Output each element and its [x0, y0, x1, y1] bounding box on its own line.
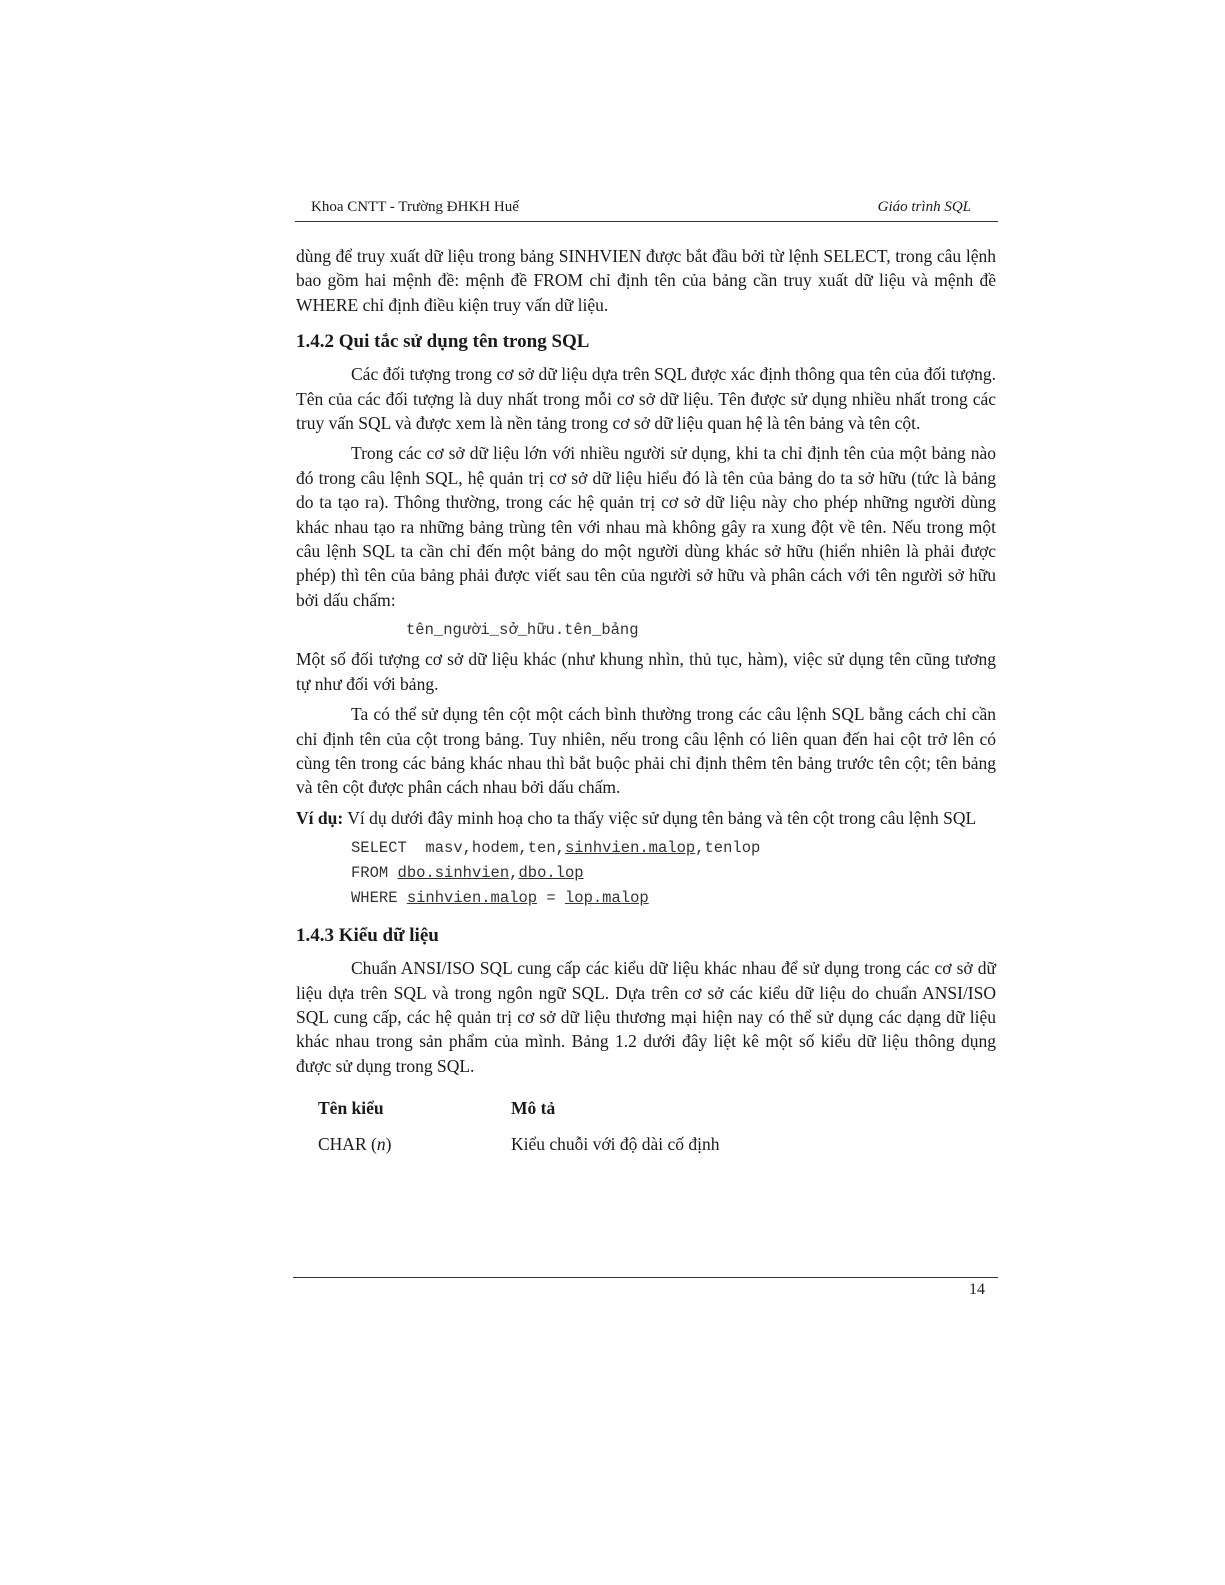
code-where-operator: =: [537, 889, 565, 908]
owner-table-name-syntax: tên_người_sở_hữu.tên_bảng: [406, 621, 639, 640]
table-header-row: [318, 1096, 720, 1132]
table-row: [318, 1132, 720, 1156]
code-from-separator: ,: [509, 864, 519, 883]
paragraph-object-names: Các đối tượng trong cơ sở dữ liệu dựa trên SQL được xác định thông qua tên của đối tượng. Tên của các đối tượng là duy nhất trong mỗi cơ sở dữ liệu. Tên được sử dụng nhiều nhất trong các truy vấn SQL và được xem là nền tảng trong cơ sở dữ liệu quan hệ là tên bảng và tên cột.: [296, 364, 996, 434]
paragraph-data-types: Chuẩn ANSI/ISO SQL cung cấp các kiểu dữ liệu khác nhau để sử dụng trong các cơ sở dữ liệu dựa trên SQL và trong ngôn ngữ SQL. Dựa trên cơ sở các kiểu dữ liệu do chuẩn ANSI/ISO SQL cung cấp, các hệ quản trị cơ sở dữ liệu thương mại hiện nay có thể sử dụng các dạng dữ liệu khác nhau trong sản phẩm của mình. Bảng 1.2 dưới đây liệt kê một số kiểu dữ liệu thông dụng được sử dụng trong SQL.: [296, 958, 996, 1076]
type-close: ): [385, 1134, 392, 1155]
code-qualified-column: sinhvien.malop: [564, 839, 696, 858]
code-from-table-2: dbo.lop: [518, 864, 584, 883]
paragraph-continuation: dùng để truy xuất dữ liệu trong bảng SINHVIEN được bắt đầu bởi từ lệnh SELECT, trong câu lệnh bao gồm hai mệnh đề: mệnh đề FROM chỉ định tên của bảng cần truy xuất dữ liệu và mệnh đề WHERE chỉ định điều kiện truy vấn dữ liệu.: [296, 246, 996, 315]
table-cell-description: Kiểu chuỗi với độ dài cố định: [511, 1134, 720, 1155]
table-header-description: Mô tả: [511, 1098, 556, 1119]
section-heading-1-4-3: 1.4.3 Kiểu dữ liệu: [296, 925, 439, 947]
data-type-table: [318, 1096, 720, 1156]
code-where-left: sinhvien.malop: [406, 889, 538, 908]
code-from-keyword: FROM: [351, 864, 389, 883]
running-header: [295, 199, 998, 222]
page-number: 14: [969, 1281, 985, 1298]
code-line-from: [351, 861, 996, 886]
footer-divider: [293, 1277, 998, 1278]
paragraph-other-objects: Một số đối tượng cơ sở dữ liệu khác (như khung nhìn, thủ tục, hàm), việc sử dụng tên cũng tương tự như đối với bảng.: [296, 649, 996, 694]
code-select-tail: ,tenlop: [695, 839, 761, 858]
table-header-type: Tên kiểu: [318, 1098, 384, 1119]
code-select-keyword: SELECT: [351, 839, 407, 858]
type-param: n: [376, 1134, 386, 1155]
paragraph-example-intro: [296, 806, 996, 830]
code-where-keyword: WHERE: [351, 889, 398, 908]
code-line-select: [351, 836, 996, 861]
paragraph-column-names: Ta có thể sử dụng tên cột một cách bình thường trong các câu lệnh SQL bằng cách chỉ cần chỉ định tên của cột trong bảng. Tuy nhiên, nếu trong câu lệnh có liên quan đến hai cột trở lên có cùng tên trong các bảng khác nhau thì bắt buộc phải chỉ định thêm tên bảng trước tên cột; tên bảng và tên cột được phân cách nhau bởi dấu chấm.: [296, 704, 996, 798]
page-content: [296, 244, 996, 1157]
example-label: Ví dụ:: [296, 807, 344, 828]
type-name: CHAR (: [318, 1134, 377, 1155]
example-text: Ví dụ dưới đây minh hoạ cho ta thấy việc sử dụng tên bảng và tên cột trong câu lệnh SQL: [343, 807, 977, 828]
code-where-right: lop.malop: [564, 889, 649, 908]
section-heading-1-4-2: 1.4.2 Qui tắc sử dụng tên trong SQL: [296, 331, 590, 353]
sql-example-code: [351, 836, 996, 911]
code-from-table-1: dbo.sinhvien: [397, 864, 510, 883]
code-line-where: [351, 886, 996, 911]
code-select-columns: masv,hodem,ten,: [406, 839, 565, 858]
table-cell-type: [318, 1132, 511, 1156]
paragraph-owner-names: Trong các cơ sở dữ liệu lớn với nhiều người sử dụng, khi ta chỉ định tên của một bảng nào đó trong câu lệnh SQL, hệ quản trị cơ sở dữ liệu hiểu đó là tên của bảng do ta sở hữu (tức là bảng do ta tạo ra). Thông thường, trong các hệ quản trị cơ sở dữ liệu này cho phép những người dùng khác nhau tạo ra những bảng trùng tên với nhau mà không gây ra xung đột về tên. Nếu trong một câu lệnh SQL ta cần chỉ đến một bảng do một người dùng khác sở hữu (hiển nhiên là phải được phép) thì tên của bảng phải được viết sau tên của người sở hữu và phân cách với tên người sở hữu bởi dấu chấm:: [296, 443, 996, 610]
header-book-title: Giáo trình SQL: [877, 199, 971, 215]
header-faculty: Khoa CNTT - Trường ĐHKH Huế: [311, 199, 519, 215]
